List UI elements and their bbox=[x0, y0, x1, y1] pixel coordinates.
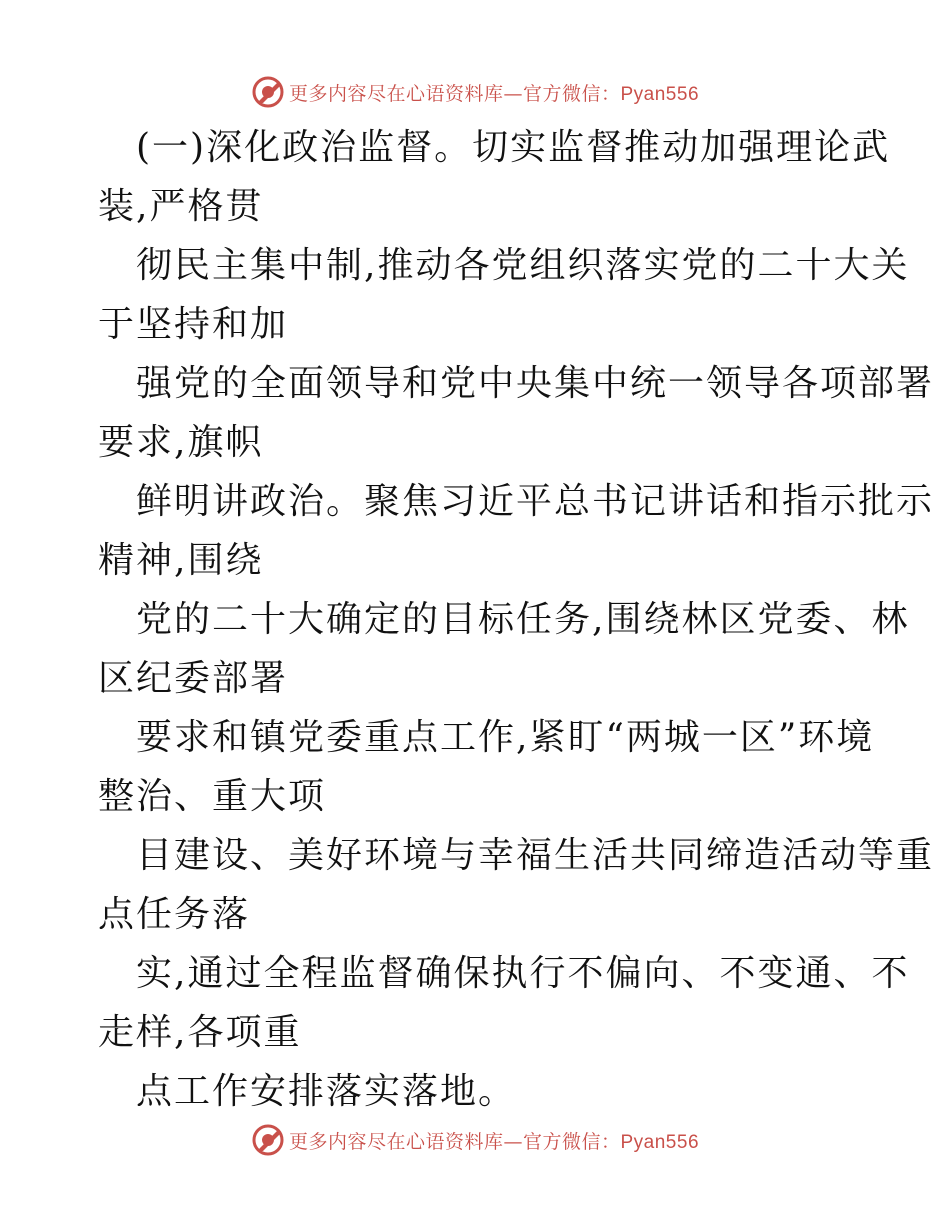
text-line: 强党的全面领导和党中央集中统一领导各项部署 bbox=[136, 363, 935, 404]
footer-watermark bbox=[0, 1120, 950, 1160]
text-line: 实,通过全程监督确保执行不偏向、不变通、不 bbox=[136, 953, 910, 994]
quill-logo-icon bbox=[251, 1123, 285, 1157]
text-line: 党的二十大确定的目标任务,围绕林区党委、林 bbox=[136, 599, 910, 640]
text-line: (一)深化政治监督。切实监督推动加强理论武 bbox=[136, 127, 891, 168]
watermark-text: 更多内容尽在心语资料库—官方微信：Pyan556 bbox=[288, 1130, 700, 1153]
text-line: 装,严格贯 bbox=[98, 186, 264, 227]
text-line: 目建设、美好环境与幸福生活共同缔造活动等重 bbox=[136, 835, 935, 876]
document-body bbox=[98, 118, 935, 1121]
text-line: 精神,围绕 bbox=[98, 540, 264, 581]
text-line: 于坚持和加 bbox=[98, 304, 289, 345]
text-line: 鲜明讲政治。聚焦习近平总书记讲话和指示批示 bbox=[136, 481, 935, 522]
text-line: 要求和镇党委重点工作,紧盯“两城一区”环境 bbox=[136, 717, 875, 758]
header-watermark bbox=[0, 72, 950, 112]
quill-logo-icon bbox=[251, 75, 285, 109]
text-line: 走样,各项重 bbox=[98, 1012, 302, 1053]
text-line: 整治、重大项 bbox=[98, 776, 327, 817]
text-line: 彻民主集中制,推动各党组织落实党的二十大关 bbox=[136, 245, 910, 286]
text-line: 点任务落 bbox=[98, 894, 251, 935]
text-line: 点工作安排落实落地。 bbox=[136, 1071, 517, 1112]
text-line: 区纪委部署 bbox=[98, 658, 289, 699]
watermark-text: 更多内容尽在心语资料库—官方微信：Pyan556 bbox=[288, 82, 700, 105]
text-line: 要求,旗帜 bbox=[98, 422, 264, 463]
